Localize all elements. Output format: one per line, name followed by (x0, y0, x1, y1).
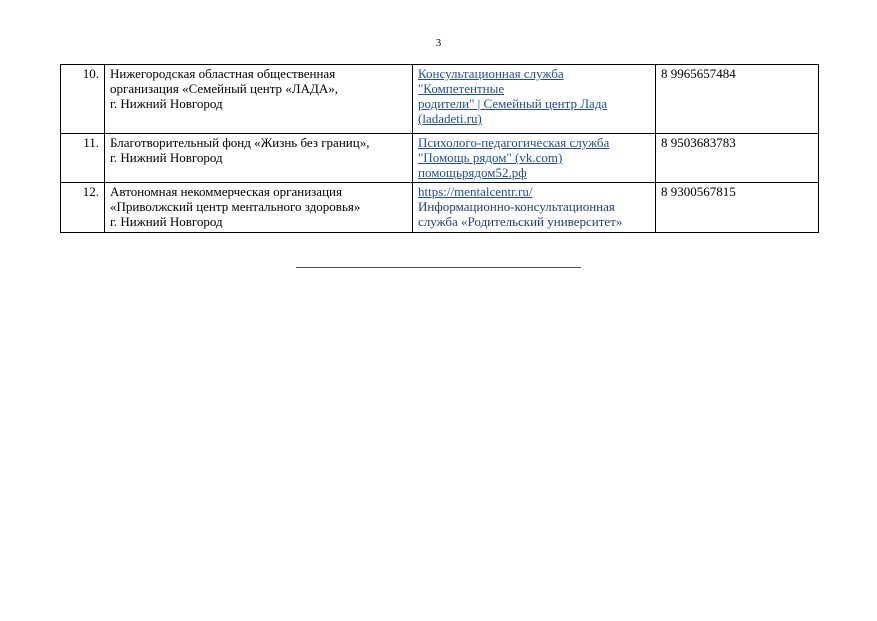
service-link[interactable]: (ladadeti.ru) (418, 111, 482, 126)
organization-line: г. Нижний Новгород (110, 150, 223, 165)
organization-line: Автономная некоммерческая организация (110, 184, 342, 199)
row-number: 11. (61, 134, 105, 183)
service-link[interactable]: Психолого-педагогическая служба (418, 135, 610, 150)
organization-line: г. Нижний Новгород (110, 214, 223, 229)
table-row (61, 65, 819, 134)
service-link[interactable]: "Помощь рядом" (vk.com) (418, 150, 563, 165)
end-separator-line (296, 267, 581, 268)
service-cell (413, 65, 656, 134)
table-row (61, 134, 819, 183)
organization-line: «Приволжский центр ментального здоровья» (110, 199, 361, 214)
organizations-table (60, 64, 819, 233)
service-link[interactable]: https://mentalcentr.ru/ (418, 184, 533, 199)
organization-line: Нижегородская областная общественная (110, 66, 336, 81)
organization-cell (105, 183, 413, 233)
phone-cell: 8 9300567815 (656, 183, 819, 233)
service-cell (413, 134, 656, 183)
table-row (61, 183, 819, 233)
service-description: служба «Родительский университет» (418, 214, 623, 229)
page-number: 3 (435, 37, 442, 49)
phone-cell: 8 9965657484 (656, 65, 819, 134)
row-number: 12. (61, 183, 105, 233)
service-link[interactable]: Консультационная служба "Компетентные (418, 66, 564, 96)
organization-line: Благотворительный фонд «Жизнь без границ», (110, 135, 370, 150)
phone-cell: 8 9503683783 (656, 134, 819, 183)
service-cell (413, 183, 656, 233)
organization-line: организация «Семейный центр «ЛАДА», (110, 81, 339, 96)
organization-cell (105, 65, 413, 134)
service-description: Информационно-консультационная (418, 199, 615, 214)
organization-line: г. Нижний Новгород (110, 96, 223, 111)
service-link[interactable]: родители" | Семейный центр Лада (418, 96, 608, 111)
service-link[interactable]: помощьрядом52.рф (418, 165, 527, 180)
organization-cell (105, 134, 413, 183)
row-number: 10. (61, 65, 105, 134)
